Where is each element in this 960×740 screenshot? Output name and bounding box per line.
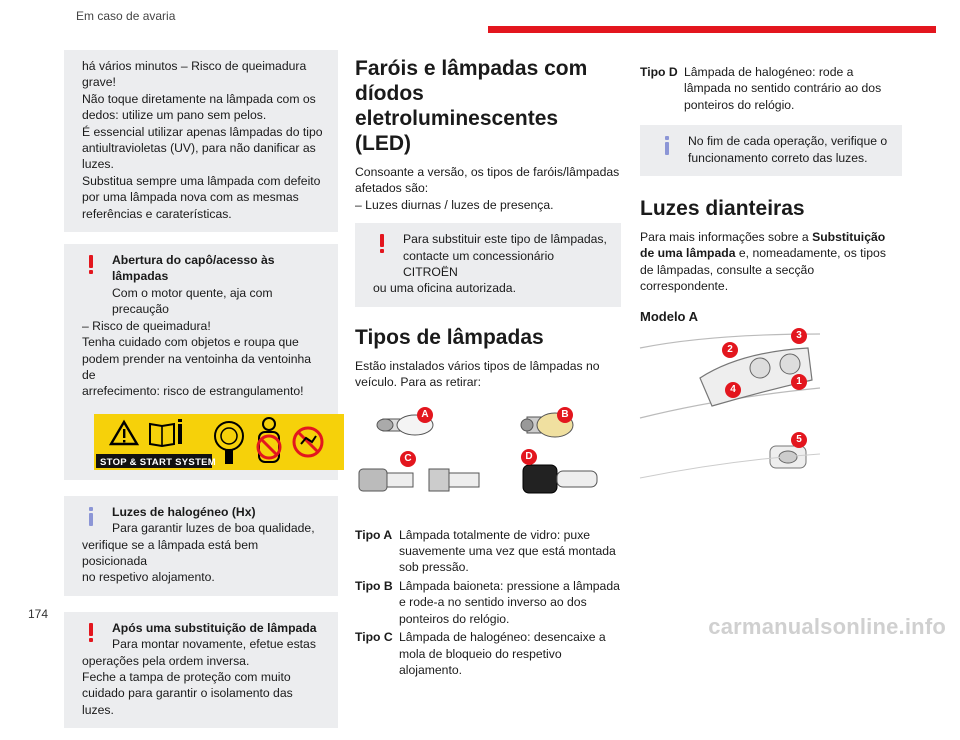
box-line: Substitua sempre uma lâmpada com defeito bbox=[82, 173, 321, 188]
lamp-type-description: Lâmpada de halogéneo: desencaixe a mola de bloqueio do respetivo alojamento. bbox=[399, 630, 606, 677]
heading-lamp-types: Tipos de lâmpadas bbox=[355, 325, 544, 349]
lamp-type-row bbox=[355, 527, 621, 576]
box-line: No fim de cada operação, verifique o bbox=[688, 134, 888, 149]
box-line: arrefecimento: risco de estrangulamento! bbox=[82, 384, 304, 399]
paragraph-text: e, nomeadamente, os tipos de lâmpadas, consulte a secção correspondente. bbox=[640, 246, 886, 294]
lamp-c-icon bbox=[359, 469, 479, 491]
lamp-d-icon bbox=[523, 465, 597, 493]
callout-5: 5 bbox=[791, 432, 807, 448]
callout-2: 2 bbox=[722, 342, 738, 358]
box-line: referências e caraterísticas. bbox=[82, 206, 232, 221]
warning-box-hood bbox=[64, 244, 338, 480]
box-line: dedos: utilize um pano sem pelos. bbox=[82, 108, 267, 123]
header-accent-bar bbox=[488, 26, 936, 33]
warning-box-after-replacement bbox=[64, 612, 338, 728]
lamp-label-b: B bbox=[557, 407, 573, 423]
lamp-type-description: Lâmpada totalmente de vidro: puxe suavemente uma vez que está montada sob pressão. bbox=[399, 527, 616, 575]
lamp-type-d bbox=[640, 64, 902, 113]
paragraph-link-text: Substituição de uma lâmpada bbox=[640, 230, 886, 261]
lamp-drawings bbox=[355, 401, 621, 519]
warning-icon bbox=[377, 234, 387, 253]
lamp-type-description: Lâmpada baioneta: pressione a lâmpada e rode-a no sentido inverso ao dos ponteiros do relógio. bbox=[399, 578, 620, 626]
lamp-type-row bbox=[355, 629, 621, 678]
lamp-type-term: Tipo C bbox=[355, 630, 393, 645]
box-line: Com o motor quente, aja com precaução bbox=[112, 285, 273, 317]
info-icon bbox=[86, 507, 96, 526]
box-line: Para montar novamente, efetue estas bbox=[112, 637, 316, 652]
column-1 bbox=[64, 50, 338, 740]
lamp-label-c: C bbox=[400, 451, 416, 467]
box-line: Para substituir este tipo de lâmpadas, bbox=[403, 232, 607, 247]
column-3 bbox=[640, 64, 902, 488]
box-line: grave! bbox=[82, 75, 116, 90]
lamp-types-paragraph bbox=[355, 358, 621, 391]
front-lights-paragraph bbox=[640, 229, 902, 295]
box-line: ou uma oficina autorizada. bbox=[373, 281, 516, 296]
running-head: Em caso de avaria bbox=[76, 9, 176, 23]
box-line: Feche a tampa de proteção com muito bbox=[82, 669, 291, 684]
box-line: verifique se a lâmpada está bem posicionada bbox=[82, 537, 259, 568]
stop-start-warning-sticker bbox=[94, 414, 344, 470]
page-number: 174 bbox=[28, 607, 49, 621]
box-line: Para garantir luzes de boa qualidade, bbox=[112, 521, 315, 536]
callout-4: 4 bbox=[725, 382, 741, 398]
warning-box-continued bbox=[64, 50, 338, 232]
heading-front-lights: Luzes dianteiras bbox=[640, 197, 805, 221]
heading-line: (LED) bbox=[355, 132, 411, 155]
info-box-check-lights bbox=[640, 125, 902, 176]
box-line: É essencial utilizar apenas lâmpadas do tipo bbox=[82, 124, 323, 139]
box-line: podem prender na ventoinha da ventoinha de bbox=[82, 351, 312, 382]
box-line: luzes. bbox=[82, 157, 114, 172]
lamp-type-term: Tipo B bbox=[355, 578, 393, 593]
heading-line: díodos eletroluminescentes bbox=[355, 82, 559, 130]
sticker-label: STOP & START SYSTEM bbox=[100, 456, 217, 468]
box-line: Não toque diretamente na lâmpada com os bbox=[82, 91, 316, 106]
column-2 bbox=[355, 56, 621, 680]
paragraph-line: afetados são: bbox=[355, 181, 429, 196]
callout-1: 1 bbox=[791, 374, 807, 390]
lamp-label-d: D bbox=[521, 449, 537, 465]
lamp-type-term: Tipo D bbox=[640, 65, 678, 79]
box-line: – Risco de queimadura! bbox=[82, 318, 211, 333]
info-box-halogen bbox=[64, 496, 338, 596]
paragraph-text: Para mais informações sobre a bbox=[640, 230, 813, 245]
callout-3: 3 bbox=[791, 328, 807, 344]
info-icon bbox=[662, 136, 672, 155]
lamp-type-term: Tipo A bbox=[355, 527, 393, 542]
lamp-types-list bbox=[355, 527, 621, 679]
lamp-types-illustration bbox=[355, 401, 621, 519]
led-paragraph bbox=[355, 164, 621, 213]
subheading-model-a: Modelo A bbox=[640, 308, 699, 324]
warning-icon bbox=[86, 623, 96, 642]
box-title: Abertura do capô/acesso às lâmpadas bbox=[112, 253, 275, 284]
box-line: por uma lâmpada nova com as mesmas bbox=[82, 190, 299, 205]
paragraph-line: Consoante a versão, os tipos de faróis/lâmpadas bbox=[355, 165, 620, 179]
heading-line: Faróis e lâmpadas com bbox=[355, 57, 588, 80]
watermark: carmanualsonline.info bbox=[708, 614, 946, 639]
box-line: operações pela ordem inversa. bbox=[82, 653, 250, 668]
front-lights-illustration bbox=[640, 328, 902, 488]
box-line: Tenha cuidado com objetos e roupa que bbox=[82, 335, 299, 350]
lamp-type-description: Lâmpada de halogéneo: rode a lâmpada no sentido contrário ao dos ponteiros do relógio. bbox=[684, 65, 882, 112]
heading-led bbox=[355, 56, 621, 156]
lamp-label-a: A bbox=[417, 407, 433, 423]
box-title: Luzes de halogéneo (Hx) bbox=[112, 504, 256, 519]
lamp-type-row bbox=[355, 578, 621, 627]
warning-icon bbox=[86, 255, 96, 274]
box-line: cuidado para garantir o isolamento das luzes. bbox=[82, 686, 293, 717]
box-title: Após uma substituição de lâmpada bbox=[112, 620, 317, 635]
box-line: funcionamento correto das luzes. bbox=[688, 150, 868, 165]
box-line: há vários minutos – Risco de queimadura bbox=[82, 59, 307, 73]
box-line: antiultravioletas (UV), para não danificar as bbox=[82, 141, 316, 156]
paragraph-line: veículo. Para as retirar: bbox=[355, 375, 481, 390]
box-line: no respetivo alojamento. bbox=[82, 570, 215, 585]
lamp-type-row bbox=[640, 64, 902, 113]
warning-box-led bbox=[355, 223, 621, 307]
paragraph-line: Estão instalados vários tipos de lâmpadas no bbox=[355, 358, 600, 373]
box-line: contacte um concessionário CITROËN bbox=[403, 248, 555, 280]
paragraph-line: – Luzes diurnas / luzes de presença. bbox=[355, 197, 554, 212]
